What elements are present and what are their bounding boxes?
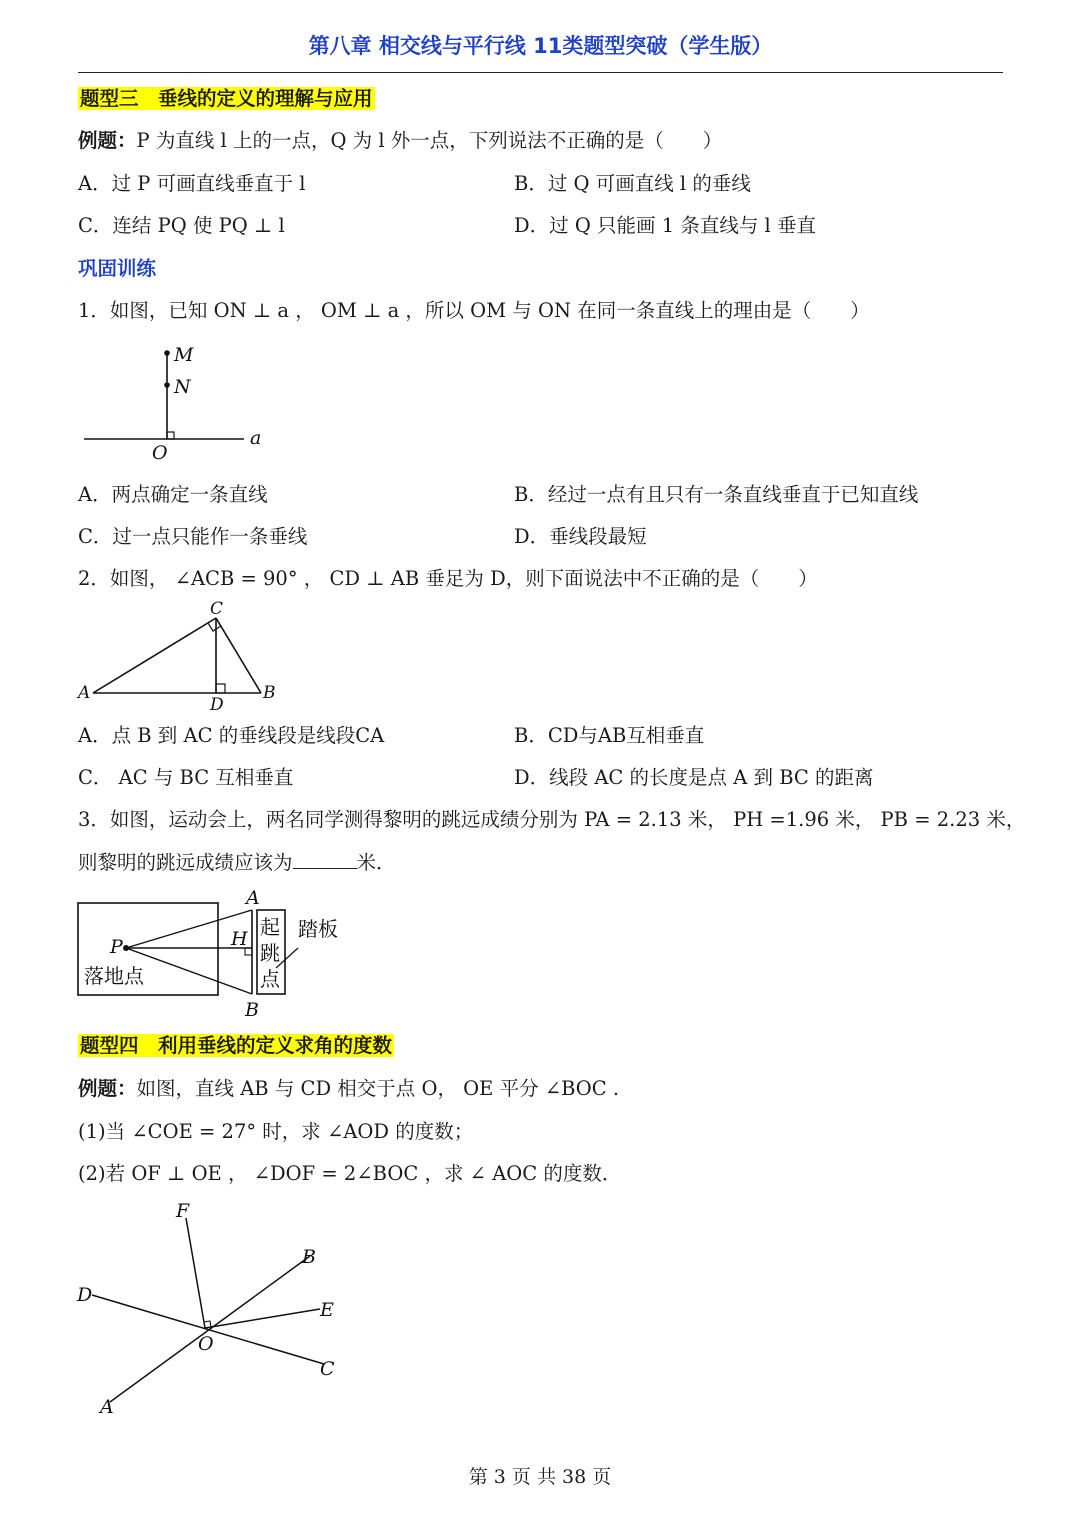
q3-answer-blank [293,850,357,869]
q2-figure [76,598,286,718]
q3-segment-pb [126,948,252,994]
label-b: B [302,1246,316,1268]
section4-example-label: 例题： [78,1077,137,1100]
q3-label-landing: 落地点 [84,964,144,988]
section4-sub1: (1)当 ∠COE = 27° 时，求 ∠AOD 的度数； [78,1120,474,1143]
label-e: E [320,1299,334,1321]
section3-option-d: D．过 Q 只能画 1 条直线与 l 垂直 [514,214,816,237]
q2-option-a: A．点 B 到 AC 的垂线段是线段CA [78,724,385,747]
q2-label-a: A [78,683,91,703]
q1-option-a: A．两点确定一条直线 [78,483,268,506]
page-header-title: 第八章 相交线与平行线 11类题型突破（学生版） [308,34,773,58]
q1-point-n [164,382,170,388]
section4-example-text: 如图，直线 AB 与 CD 相交于点 O， OE 平分 ∠BOC . [136,1077,620,1100]
q1-option-b: B．经过一点有且只有一条直线垂直于已知直线 [514,483,919,506]
q2-side-cb [216,618,261,693]
q3-label-takeoff-3: 点 [260,967,280,991]
q2-text: 2．如图， ∠ACB = 90° ， CD ⊥ AB 垂足为 D，则下面说法中不正确的是（ ） [78,567,818,590]
q2-side-ac [93,618,216,693]
section4-title: 题型四 利用垂线的定义求角的度数 [80,1034,393,1057]
section4-figure [74,1198,354,1418]
q1-figure [78,340,278,465]
q3-text-line1: 3．如图，运动会上，两名同学测得黎明的跳远成绩分别为 PA = 2.13 米， PH =1.96 米， PB = 2.23 米， [78,808,1026,831]
section4-example [78,1076,619,1102]
q3-text-line2 [78,850,396,876]
q2-option-d: D．线段 AC 的长度是点 A 到 BC 的距离 [514,766,874,789]
q3-label-b: B [245,999,259,1021]
q2-label-d: D [210,695,224,715]
label-d: D [77,1284,93,1306]
q1-option-d: D．垂线段最短 [514,525,647,548]
label-a: A [100,1396,114,1418]
label-f: F [176,1200,190,1222]
q1-label-a: a [250,427,262,449]
q1-label-n: N [174,376,191,398]
practice-heading [78,256,156,282]
q2-option-c: C． AC 与 BC 互相垂直 [78,766,294,789]
section3-title: 题型三 垂线的定义的理解与应用 [80,87,373,110]
label-o: O [198,1333,214,1355]
section3-example [78,128,722,154]
q1-option-c: C．过一点只能作一条垂线 [78,525,308,548]
section4-heading [78,1033,394,1059]
q2-label-c: C [210,599,224,619]
section3-option-a: A．过 P 可画直线垂直于 l [78,172,306,195]
q3-figure [76,886,376,1026]
q3-label-takeoff-1: 起 [260,915,280,939]
line-ab [110,1256,310,1402]
q1-right-angle [167,432,174,439]
q3-label-a: A [246,887,260,909]
q3-text-post: 米． [356,851,396,874]
ray-oe [205,1309,320,1328]
q1-label-m: M [174,344,194,366]
example-label: 例题： [78,129,137,152]
q1-text: 1．如图，已知 ON ⊥ a ， OM ⊥ a ，所以 OM 与 ON 在同一条直线上的理由是（ ） [78,299,870,322]
q3-text-pre: 则黎明的跳远成绩应该为 [78,851,293,874]
section3-option-b: B．过 Q 可画直线 l 的垂线 [514,172,751,195]
header-rule [78,72,1003,73]
ray-of [186,1218,205,1328]
q2-label-b: B [263,683,276,703]
section3-heading [78,86,375,112]
q2-option-b: B．CD与AB互相垂直 [514,724,705,747]
q1-label-o: O [152,442,168,464]
section4-sub2: (2)若 OF ⊥ OE ， ∠DOF = 2∠BOC ，求 ∠ AOC 的度数． [78,1162,622,1185]
q3-label-p: P [110,936,123,958]
section3-option-c: C．连结 PQ 使 PQ ⊥ l [78,214,285,237]
q3-label-takeoff-2: 跳 [260,941,280,965]
q1-point-m [164,350,170,356]
q3-label-board: 踏板 [298,917,338,941]
label-c: C [320,1358,335,1380]
practice-title: 巩固训练 [78,257,157,280]
q2-right-angle-d [216,684,225,693]
q3-label-h: H [231,928,248,950]
page-footer: 第 3 页 共 38 页 [468,1466,612,1488]
example-text: P 为直线 l 上的一点，Q 为 l 外一点，下列说法不正确的是（ ） [136,129,723,152]
